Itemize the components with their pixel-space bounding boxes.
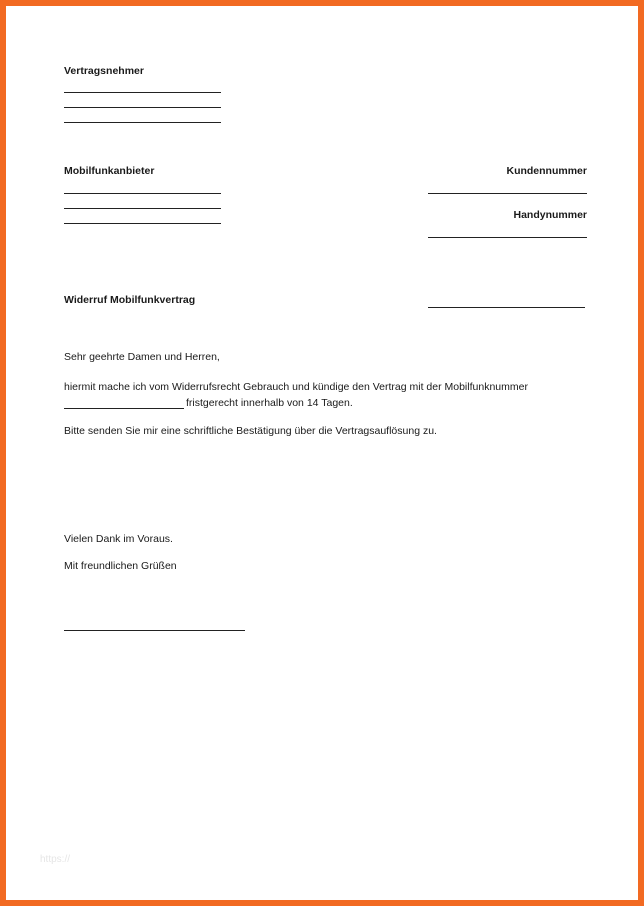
mobile-number-blank-line xyxy=(64,408,184,409)
signature-line xyxy=(64,630,245,631)
closing-line: Mit freundlichen Grüßen xyxy=(64,560,177,572)
customer-number-label: Kundennummer xyxy=(506,165,587,177)
contractor-line-3 xyxy=(64,122,221,123)
date-line xyxy=(428,307,585,308)
provider-line-1 xyxy=(64,193,221,194)
contractor-line-2 xyxy=(64,107,221,108)
subject-line: Widerruf Mobilfunkvertrag xyxy=(64,294,196,306)
body-line-1: hiermit mache ich vom Widerrufsrecht Gebrauch und kündige den Vertrag mit der Mobilfunknummer xyxy=(64,381,528,393)
provider-line-3 xyxy=(64,223,221,224)
mobile-number-line xyxy=(428,237,587,238)
body-line-3: Bitte senden Sie mir eine schriftliche Bestätigung über die Vertragsauflösung zu. xyxy=(64,425,437,437)
body-line-2: fristgerecht innerhalb von 14 Tagen. xyxy=(186,397,353,409)
mobile-number-label: Handynummer xyxy=(513,209,587,221)
thanks-line: Vielen Dank im Voraus. xyxy=(64,533,173,545)
provider-label: Mobilfunkanbieter xyxy=(64,165,155,177)
salutation: Sehr geehrte Damen und Herren, xyxy=(64,351,220,363)
contractor-label: Vertragsnehmer xyxy=(64,65,144,77)
provider-line-2 xyxy=(64,208,221,209)
contractor-line-1 xyxy=(64,92,221,93)
customer-number-line xyxy=(428,193,587,194)
watermark-text: https:// xyxy=(40,854,71,865)
